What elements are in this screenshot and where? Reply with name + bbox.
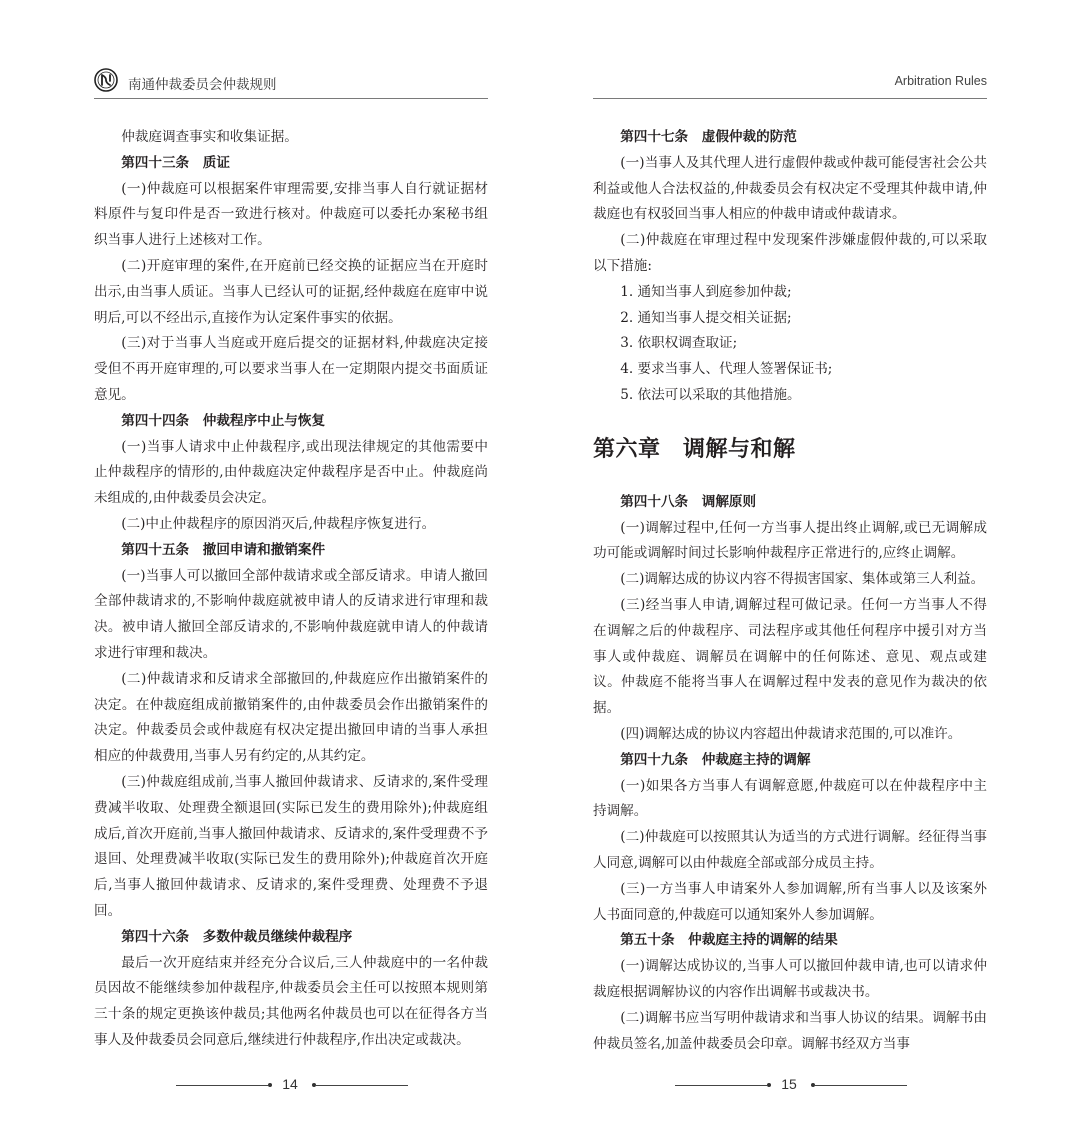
right-page-body bbox=[593, 125, 987, 1057]
paragraph: (四)调解达成的协议内容超出仲裁请求范围的,可以准许。 bbox=[620, 725, 962, 742]
article-heading: 第四十七条 虚假仲裁的防范 bbox=[620, 129, 797, 145]
paragraph: (一)仲裁庭可以根据案件审理需要,安排当事人自行就证据材料原件与复印件是否一致进行核对。仲裁庭可以委托办案秘书组织当事人进行上述核对工作。 bbox=[94, 180, 488, 249]
page-header bbox=[593, 66, 987, 99]
right-page bbox=[593, 0, 987, 1134]
article-heading: 第四十五条 撤回申请和撤销案件 bbox=[121, 541, 326, 558]
page-footer bbox=[94, 1076, 488, 1096]
left-page bbox=[94, 0, 488, 1134]
article-heading: 第四十三条 质证 bbox=[121, 154, 230, 171]
arbitration-logo-icon bbox=[94, 68, 118, 92]
paragraph: (一)当事人请求中止仲裁程序,或出现法律规定的其他需要中止仲裁程序的情形的,由仲裁庭决定仲裁程序是否中止。仲裁庭尚未组成的,由仲裁委员会决定。 bbox=[94, 438, 488, 507]
paragraph: (一)调解达成协议的,当事人可以撤回仲裁申请,也可以请求仲裁庭根据调解协议的内容作出调解书或裁决书。 bbox=[593, 958, 987, 1000]
paragraph: 最后一次开庭结束并经充分合议后,三人仲裁庭中的一名仲裁员因故不能继续参加仲裁程序,仲裁委员会主任可以按照本规则第三十条的规定更换该仲裁员;其他两名仲裁员也可以在征得各方当事人及仲裁委员会同意后,继续进行仲裁程序,作出决定或裁决。 bbox=[94, 954, 488, 1048]
list-item: 2. 通知当事人提交相关证据; bbox=[620, 309, 792, 326]
paragraph: (一)调解过程中,任何一方当事人提出终止调解,或已无调解成功可能或调解时间过长影响仲裁程序正常进行的,应终止调解。 bbox=[593, 519, 987, 562]
list-item: 3. 依职权调查取证; bbox=[620, 335, 738, 352]
paragraph: (三)一方当事人申请案外人参加调解,所有当事人以及该案外人书面同意的,仲裁庭可以通知案外人参加调解。 bbox=[593, 880, 987, 923]
paragraph-continuation: 仲裁庭调查事实和收集证据。 bbox=[121, 129, 298, 145]
article-heading: 第四十九条 仲裁庭主持的调解 bbox=[620, 751, 811, 768]
paragraph: (二)仲裁请求和反请求全部撤回的,仲裁庭应作出撤销案件的决定。在仲裁庭组成前撤销案件的,由仲裁委员会作出撤销案件的决定。仲裁委员会或仲裁庭有权决定提出撤回申请的当事人承担相应的仲裁费用,当事人另有约定的,从其约定。 bbox=[94, 670, 488, 765]
article-heading: 第四十六条 多数仲裁员继续仲裁程序 bbox=[121, 928, 353, 945]
paragraph: (三)仲裁庭组成前,当事人撤回仲裁请求、反请求的,案件受理费减半收取、处理费全额退回(实际已发生的费用除外);仲裁庭组成后,首次开庭前,当事人撤回仲裁请求、反请求的,案件受理费不予退回、处理费减半收取(实际已发生的费用除外);仲裁庭首次开庭后,当事人撤回仲裁请求、反请求的,案件受理费、处理费不予退回。 bbox=[94, 773, 488, 919]
paragraph: (一)如果各方当事人有调解意愿,仲裁庭可以在仲裁程序中主持调解。 bbox=[593, 777, 987, 820]
page-footer bbox=[593, 1076, 987, 1096]
list-item: 4. 要求当事人、代理人签署保证书; bbox=[620, 361, 833, 378]
list-item: 5. 依法可以采取的其他措施。 bbox=[620, 386, 801, 403]
paragraph: (三)经当事人申请,调解过程可做记录。任何一方当事人不得在调解之后的仲裁程序、司法程序或其他任何程序中援引对方当事人或仲裁庭、调解员在调解中的任何陈述、意见、观点或建议。仲裁庭不能将当事人在调解过程中发表的意见作为裁决的依据。 bbox=[593, 596, 987, 717]
page-header bbox=[94, 66, 488, 99]
paragraph: (二)调解书应当写明仲裁请求和当事人协议的结果。调解书由仲裁员签名,加盖仲裁委员会印章。调解书经双方当事 bbox=[593, 1009, 987, 1052]
header-title: Arbitration Rules bbox=[894, 74, 987, 88]
header-title: 南通仲裁委员会仲裁规则 bbox=[128, 77, 277, 93]
paragraph: (一)当事人可以撤回全部仲裁请求或全部反请求。申请人撤回全部仲裁请求的,不影响仲裁庭就被申请人的反请求进行审理和裁决。被申请人撤回全部反请求的,不影响仲裁庭就申请人的仲裁请求进行审理和裁决。 bbox=[94, 567, 488, 661]
paragraph: (二)仲裁庭可以按照其认为适当的方式进行调解。经征得当事人同意,调解可以由仲裁庭全部或部分成员主持。 bbox=[593, 829, 987, 871]
page-number: 14 bbox=[282, 1076, 298, 1092]
page-number: 15 bbox=[781, 1076, 797, 1092]
article-heading: 第四十四条 仲裁程序中止与恢复 bbox=[121, 412, 326, 429]
paragraph: (二)中止仲裁程序的原因消灭后,仲裁程序恢复进行。 bbox=[121, 515, 436, 532]
paragraph: (二)调解达成的协议内容不得损害国家、集体或第三人利益。 bbox=[620, 571, 985, 588]
paragraph: (三)对于当事人当庭或开庭后提交的证据材料,仲裁庭决定接受但不再开庭审理的,可以要求当事人在一定期限内提交书面质证意见。 bbox=[94, 335, 488, 403]
chapter-title: 第六章 调解与和解 bbox=[593, 435, 796, 462]
list-item: 1. 通知当事人到庭参加仲裁; bbox=[620, 283, 792, 300]
left-page-body bbox=[94, 125, 488, 1054]
article-heading: 第四十八条 调解原则 bbox=[620, 493, 757, 510]
article-heading: 第五十条 仲裁庭主持的调解的结果 bbox=[620, 932, 838, 949]
paragraph: (二)开庭审理的案件,在开庭前已经交换的证据应当在开庭时出示,由当事人质证。当事人已经认可的证据,经仲裁庭在庭审中说明后,可以不经出示,直接作为认定案件事实的依据。 bbox=[94, 257, 488, 326]
paragraph: (一)当事人及其代理人进行虚假仲裁或仲裁可能侵害社会公共利益或他人合法权益的,仲裁委员会有权决定不受理其仲裁申请,仲裁庭也有权驳回当事人相应的仲裁申请或仲裁请求。 bbox=[593, 154, 987, 223]
paragraph: (二)仲裁庭在审理过程中发现案件涉嫌虚假仲裁的,可以采取以下措施: bbox=[593, 232, 987, 274]
